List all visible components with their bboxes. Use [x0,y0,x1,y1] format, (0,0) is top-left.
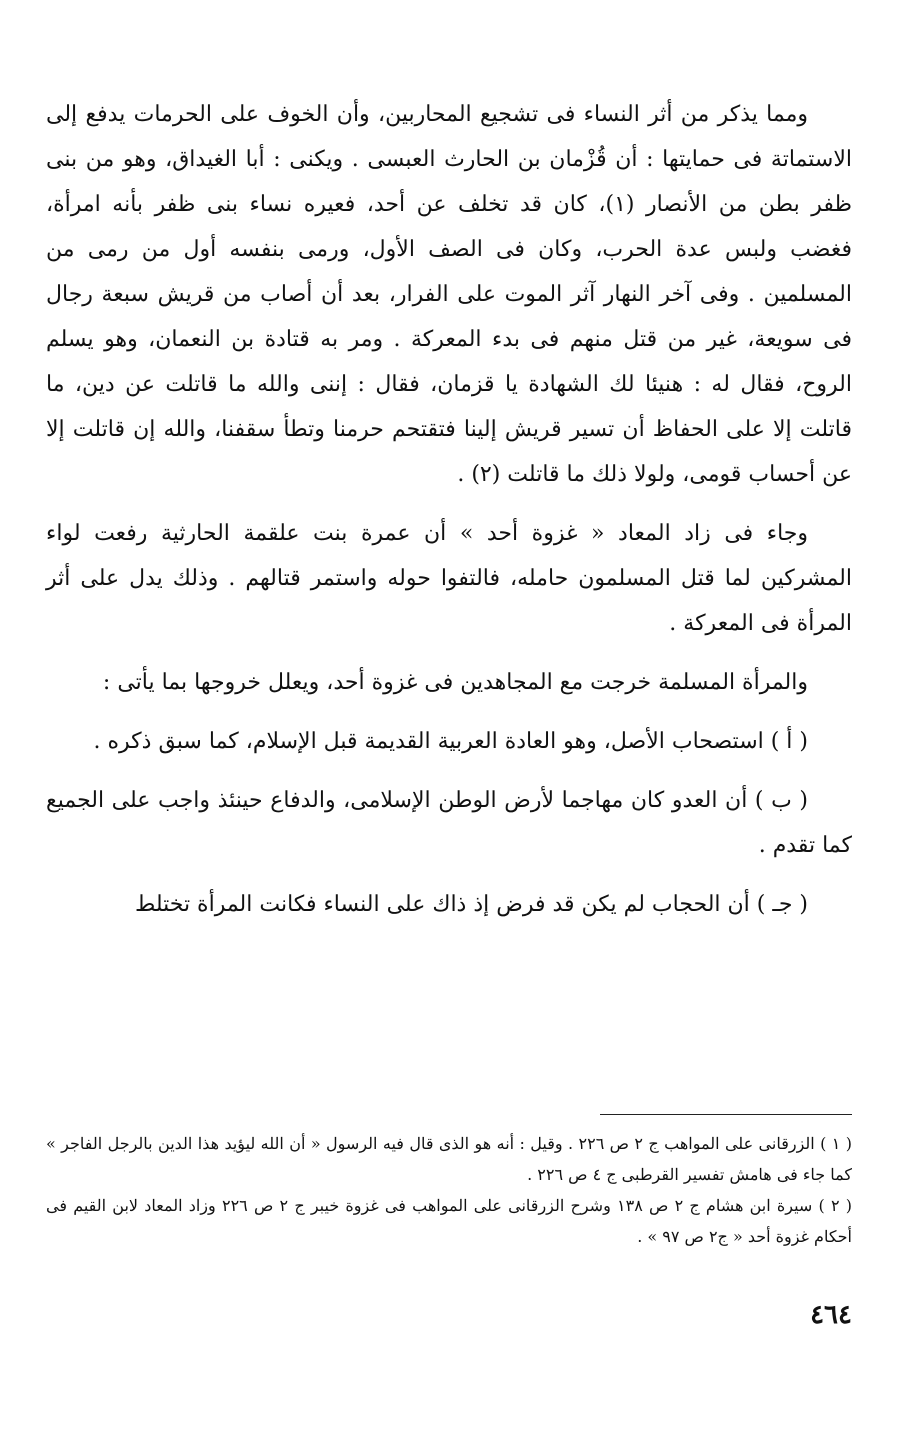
paragraph-muslim-woman: والمرأة المسلمة خرجت مع المجاهدين فى غزوة أحد، ويعلل خروجها بما يأتى : [102,670,808,695]
footnote-2: ( ٢ ) سيرة ابن هشام ج ٢ ص ١٣٨ وشرح الزرقانى على المواهب فى غزوة خيبر ج ٢ ص ٢٢٦ وزاد المعاد لابن القيم فى أحكام غزوة أحد « ج٢ ص ٩٧ » . [46,1196,853,1246]
paragraph-gap [46,646,852,660]
footnotes [46,1128,852,1252]
paragraph-gap [46,764,852,778]
footnote-divider [600,1114,852,1115]
paragraph-gap [46,705,852,719]
list-item-jim: ( جـ ) أن الحجاب لم يكن قد فرض إذ ذاك على النساء فكانت المرأة تختلط [134,892,808,917]
page-body [46,92,852,927]
paragraph-gap [46,497,852,511]
paragraph-gap [46,868,852,882]
page-number: ٤٦٤ [810,1300,852,1330]
paragraph-qazman: ومما يذكر من أثر النساء فى تشجيع المحاربين، وأن الخوف على الحرمات يدفع إلى الاستماتة فى حمايتها : أن قُزْمان بن الحارث العبسى . ويكنى : أبا الغيداق، وهو من بنى ظفر بطن من الأنصار (١)، كان قد تخلف عن أحد، فعيره نساء بنى ظفر بأنه امرأة، فغضب ولبس عدة الحرب، وكان فى الصف الأول، ورمى بنفسه أول من رمى من المسلمين . وفى آخر النهار آثر الموت على الفرار، بعد أن أصاب من قريش سبعة رجال فى سويعة، غير من قتل منهم فى بدء المعركة . ومر به قتادة بن النعمان، وهو يسلم الروح، فقال له : هنيئا لك الشهادة يا قزمان، فقال : إننى والله ما قاتلت عن دين، ما قاتلت إلا على الحفاظ أن تسير قريش إلينا فتقتحم حرمنا وتطأ سقفنا، والله إن قاتلت إلا عن أحساب قومى، ولولا ذلك ما قاتلت (٢) . [46,102,853,487]
list-item-ba: ( ب ) أن العدو كان مهاجما لأرض الوطن الإسلامى، والدفاع حينئذ واجب على الجميع كما تقدم . [46,788,852,858]
list-item-alif: ( أ ) استصحاب الأصل، وهو العادة العربية القديمة قبل الإسلام، كما سبق ذكره . [93,729,808,754]
footnote-1: ( ١ ) الزرقانى على المواهب ج ٢ ص ٢٢٦ . وقيل : أنه هو الذى قال فيه الرسول « أن الله ليؤيد هذا الدين بالرجل الفاجر » كما جاء فى هامش تفسير القرطبى ج ٤ ص ٢٢٦ . [46,1134,853,1184]
paragraph-zad-almaad: وجاء فى زاد المعاد « غزوة أحد » أن عمرة بنت علقمة الحارثية رفعت لواء المشركين لما قتل المسلمون حامله، فالتفوا حوله واستمر قتالهم . وذلك يدل على أثر المرأة فى المعركة . [46,521,852,636]
